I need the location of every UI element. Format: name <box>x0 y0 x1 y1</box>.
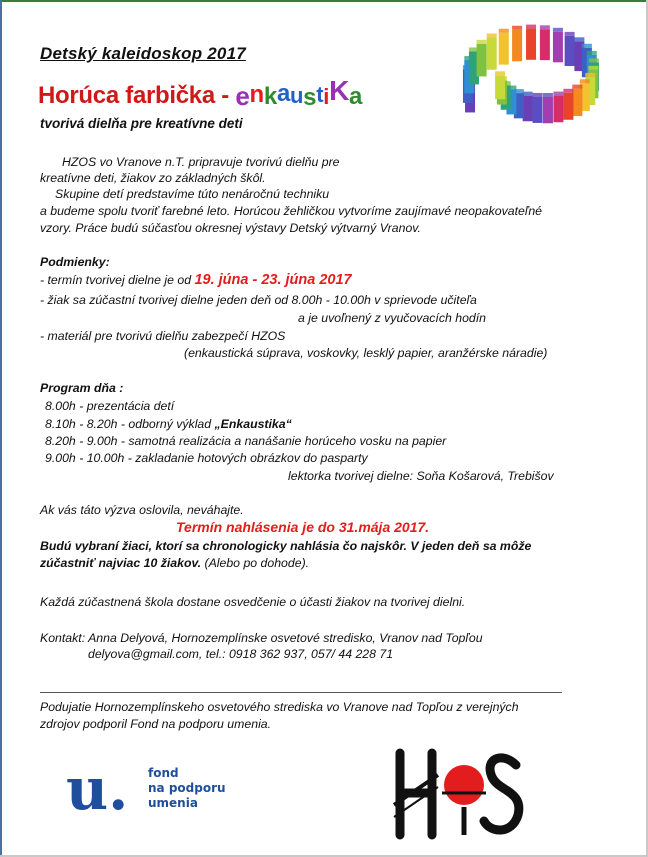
program-item-4: 9.00h - 10.00h - zakladanie hotových obrázkov do pasparty <box>45 451 368 465</box>
title-letter: a <box>276 80 291 107</box>
intro-line-4: a budeme spolu tvoriť farebné leto. Horúcou žehličkou vytvoríme zaujímavé neopakovateľné <box>40 204 543 218</box>
intro-line-2: kreatívne deti, žiakov zo základných škôl. <box>40 171 266 185</box>
lecturer: lektorka tvorivej dielne: Soňa Košarová, Trebišov <box>288 469 554 483</box>
workshop-dates: 19. júna - 23. júna 2017 <box>194 272 352 288</box>
title-letter: k <box>263 83 277 110</box>
program-item-3: 8.20h - 9.00h - samotná realizácia a nanášanie horúceho vosku na papier <box>45 434 447 448</box>
registration-deadline: Termín nahlásenia je do 31.mája 2017. <box>176 519 430 535</box>
page-title <box>38 75 363 111</box>
program-heading: Program dňa : <box>40 381 124 395</box>
hos-logo <box>392 745 532 845</box>
condition-material-line-2: (enkaustická súprava, voskovky, lesklý papier, aranžérske náradie) <box>184 346 548 360</box>
intro-line-5: vzory. Práce budú súčasťou okresnej výstavy Detský výtvarný Vranov. <box>40 221 421 235</box>
condition-student-line-1: - žiak sa zúčastní tvorivej dielne jeden deň od 8.00h - 10.00h v sprievode učiteľa <box>40 293 477 307</box>
series-title: Detský kaleidoskop 2017 <box>40 44 246 63</box>
condition-student-line-2: a je uvoľnený z vyučovacích hodín <box>298 311 487 325</box>
title-enkaustika <box>235 75 363 111</box>
title-letter: a <box>348 83 363 110</box>
subtitle: tvorivá dielňa pre kreatívne deti <box>40 116 243 131</box>
title-letter: e <box>235 81 250 111</box>
program-item-1: 8.00h - prezentácia detí <box>45 399 175 413</box>
divider <box>40 692 562 693</box>
program-item-2-bold: „Enkaustika“ <box>214 417 292 431</box>
fond-logo-line-1: fond <box>148 766 179 780</box>
fond-logo-line-2: na podporu <box>148 781 226 795</box>
program-item-2-text: 8.10h - 8.20h - odborný výklad <box>45 417 215 431</box>
title-main: Horúca farbička - <box>38 82 236 109</box>
certificate-note: Každá zúčastnená škola dostane osvedčenie o účasti žiakov na tvorivej dielni. <box>40 595 466 609</box>
conditions-heading: Podmienky: <box>40 255 110 269</box>
fond-logo-letter: u. <box>66 755 129 823</box>
title-letter: n <box>249 81 264 108</box>
call-line-1: Ak vás táto výzva oslovila, neváhajte. <box>40 503 244 517</box>
top-border <box>0 0 648 2</box>
support-line-1: Podujatie Hornozemplínskeho osvetového strediska vo Vranove nad Topľou z verejných <box>40 700 519 714</box>
call-line-4 <box>40 555 309 571</box>
condition-date <box>40 272 352 288</box>
intro-line-3: Skupine detí predstavíme túto nenáročnú techniku <box>55 187 330 201</box>
condition-material-line-1: - materiál pre tvorivú dielňu zabezpečí HZOS <box>40 329 286 343</box>
fond-logo-line-3: umenia <box>148 796 198 810</box>
left-border <box>0 0 2 857</box>
contact-line-2: delyova@gmail.com, tel.: 0918 362 937, 057/ 44 228 71 <box>88 647 394 661</box>
title-letter: K <box>329 75 349 106</box>
condition-date-text: - termín tvorivej dielne je od <box>40 273 195 287</box>
call-line-4-bold: zúčastniť najviac 10 žiakov. <box>40 556 202 570</box>
title-letter: s <box>303 84 317 111</box>
title-letter: i <box>323 84 330 109</box>
program-item-2 <box>45 416 292 432</box>
title-letter: u <box>290 83 304 108</box>
call-line-3: Budú vybraní žiaci, ktorí sa chronologicky nahlásia čo najskôr. V jeden deň sa môže <box>40 539 532 553</box>
call-line-4-rest: (Alebo po dohode). <box>201 556 310 570</box>
title-letter: t <box>316 82 324 107</box>
intro-line-1: HZOS vo Vranove n.T. pripravuje tvorivú dielňu pre <box>62 155 340 169</box>
color-cubes-image <box>454 14 624 144</box>
support-line-2: zdrojov podporil Fond na podporu umenia. <box>40 717 272 731</box>
contact-line-1: Kontakt: Anna Delyová, Hornozemplínske osvetové stredisko, Vranov nad Topľou <box>40 631 483 645</box>
